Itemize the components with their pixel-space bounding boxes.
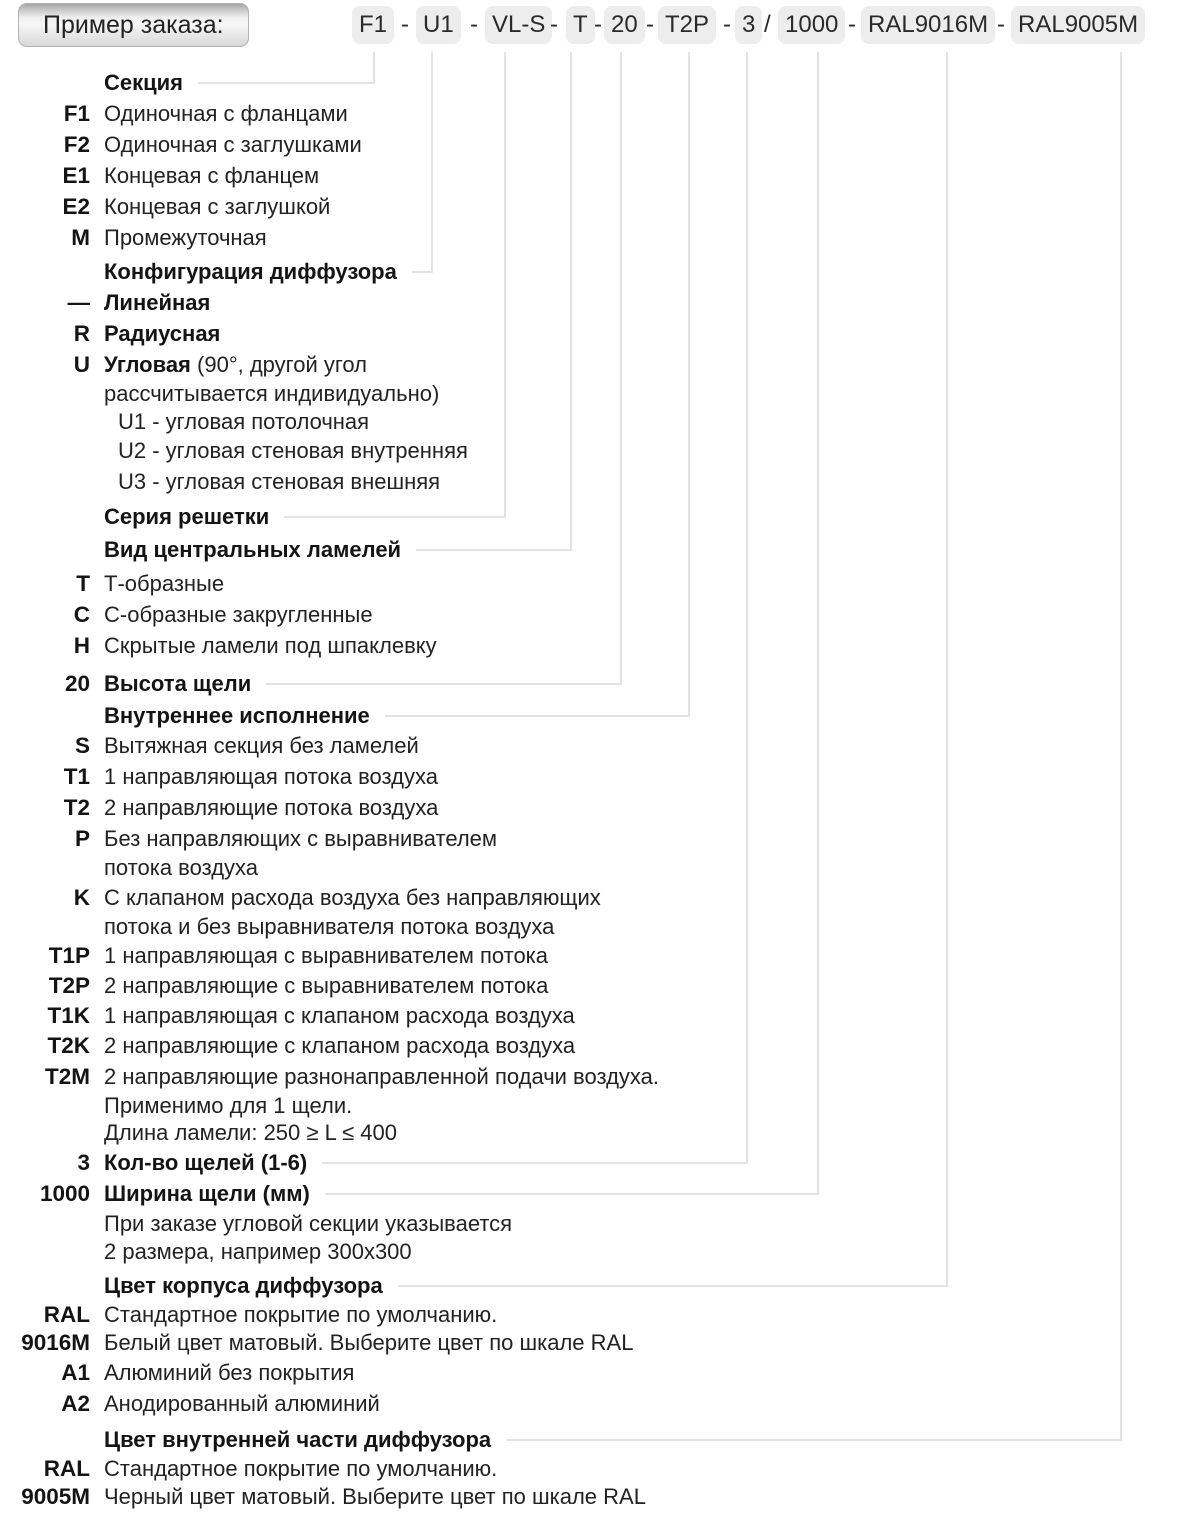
list-item [0, 1238, 1200, 1265]
list-item [0, 349, 1200, 380]
item-label: 2 направляющие потока воздуха [104, 794, 439, 820]
item-label: рассчитывается индивидуально) [104, 381, 440, 406]
list-item [0, 1119, 1200, 1146]
item-label: потока и без выравнивателя потока воздуха [104, 914, 555, 939]
item-text [104, 194, 330, 220]
item-text [104, 290, 210, 316]
item-text [104, 885, 601, 911]
item-text [104, 70, 375, 96]
item-code: 3 [77, 1149, 90, 1175]
item-text [104, 703, 690, 729]
item-label: Алюминий без покрытия [104, 1359, 355, 1385]
item-text [104, 259, 433, 285]
item-code: T1 [63, 763, 90, 789]
item-text [104, 1120, 397, 1146]
legend-section [0, 534, 1200, 565]
item-code: A1 [61, 1359, 90, 1385]
item-code: F1 [63, 100, 90, 126]
connector-vline [504, 52, 506, 518]
item-code: T [76, 570, 90, 596]
list-item [0, 1031, 1200, 1061]
section-header-row [0, 700, 1200, 731]
item-code: E2 [62, 193, 90, 219]
list-item [0, 380, 1200, 408]
legend-section [0, 668, 1200, 699]
legend-section [0, 501, 1200, 532]
section-header-row [0, 534, 1200, 565]
section-title: Кол-во щелей (1-6) [104, 1149, 308, 1175]
item-code: E1 [62, 162, 90, 188]
legend-section [0, 730, 1200, 1146]
list-item [0, 1388, 1200, 1419]
item-text [104, 225, 267, 251]
list-item [0, 287, 1200, 318]
section-title: Серия решетки [104, 503, 270, 529]
section-title: Конфигурация диффузора [104, 258, 397, 284]
order-example-label: Пример заказа: [43, 10, 224, 39]
order-code-separator: - [470, 11, 478, 38]
list-item [0, 971, 1200, 1001]
list-item [0, 318, 1200, 349]
connector-hline [398, 1285, 948, 1287]
item-label: 2 направляющие с выравнивателем потока [104, 973, 549, 998]
item-text [104, 1302, 497, 1328]
item-label: Одиночная с фланцами [104, 100, 348, 126]
list-item [0, 191, 1200, 222]
item-text [104, 1239, 412, 1265]
item-text [104, 571, 224, 597]
list-item [0, 1061, 1200, 1092]
item-text [104, 537, 572, 563]
legend-section [0, 1424, 1200, 1511]
item-label: Анодированный алюминий [104, 1390, 380, 1416]
legend-section [0, 1270, 1200, 1419]
item-text [104, 1211, 512, 1237]
section-title: Цвет корпуса диффузора [104, 1272, 383, 1298]
connector-hline [325, 1193, 819, 1195]
section-header-row [0, 256, 1200, 287]
item-text [104, 973, 548, 999]
item-label: При заказе угловой секции указывается [104, 1211, 513, 1236]
item-text [104, 795, 438, 821]
item-label: (90°, другой угол [190, 351, 367, 377]
item-code: S [74, 732, 90, 758]
item-code: 9005M [21, 1484, 90, 1509]
list-item [0, 1001, 1200, 1031]
order-code-chunk-inner-version: T2P [658, 6, 716, 44]
item-text [104, 321, 220, 347]
connector-hline [284, 516, 506, 518]
item-label: 2 направляющие с клапаном расхода воздуха [104, 1033, 576, 1058]
list-item [0, 599, 1200, 630]
list-item [0, 823, 1200, 854]
item-text [104, 602, 373, 628]
section-title: Высота щели [104, 670, 252, 696]
list-item [0, 408, 1200, 436]
item-label: Стандартное покрытие по умолчанию. [104, 1302, 498, 1327]
item-text [104, 163, 319, 189]
order-code-separator: - [646, 11, 654, 38]
item-label: Промежуточная [104, 224, 267, 250]
item-text [104, 733, 419, 759]
item-label: Скрытые ламели под шпаклевку [104, 632, 437, 658]
connector-hline [385, 715, 690, 717]
order-code-chunk-section: F1 [352, 6, 394, 44]
order-code-separator-slash: / [764, 11, 771, 38]
order-code-separator: - [401, 11, 409, 38]
item-text [104, 943, 548, 969]
item-code: F2 [63, 131, 90, 157]
item-code: 1000 [39, 1181, 90, 1206]
item-label: Концевая с заглушкой [104, 193, 331, 219]
section-header-row [0, 1424, 1200, 1455]
connector-vline [431, 52, 433, 273]
legend-section [0, 700, 1200, 731]
connector-hline [412, 271, 433, 273]
item-code: A2 [61, 1390, 90, 1416]
item-text [104, 438, 468, 464]
item-label: Одиночная с заглушками [104, 131, 362, 157]
item-text [104, 1033, 575, 1059]
item-text [104, 764, 438, 790]
item-text [104, 1150, 748, 1176]
item-code: T1K [47, 1003, 90, 1028]
item-label: Черный цвет матовый. Выберите цвет по шкале RAL [104, 1484, 646, 1509]
order-code-chunk-slot-count: 3 [735, 6, 762, 44]
list-item [0, 1092, 1200, 1119]
list-item [0, 882, 1200, 913]
item-text [104, 1273, 948, 1299]
connector-vline [570, 52, 572, 551]
item-code: P [74, 825, 90, 851]
order-code-chunk-slot-height: 20 [604, 6, 645, 44]
list-item [0, 568, 1200, 599]
connector-vline [746, 52, 748, 1164]
list-item [0, 160, 1200, 191]
item-code: T2P [48, 973, 90, 998]
connector-hline [322, 1162, 748, 1164]
item-text [104, 826, 497, 852]
item-label: 1 направляющая с клапаном расхода воздуха [104, 1003, 575, 1028]
item-code: RAL [43, 1302, 90, 1327]
list-item [0, 792, 1200, 823]
list-item [0, 98, 1200, 129]
list-item [0, 1483, 1200, 1511]
list-item [0, 854, 1200, 882]
item-code: — [67, 289, 90, 315]
item-code: R [73, 320, 90, 346]
order-code-separator: - [997, 11, 1005, 38]
order-example-badge [18, 3, 249, 47]
item-text [104, 633, 437, 659]
list-item [0, 1455, 1200, 1483]
item-code: 20 [64, 670, 90, 696]
item-text [104, 352, 367, 378]
item-text [104, 855, 258, 881]
item-label: U3 - угловая стеновая внешняя [118, 468, 441, 494]
order-code-chunk-series: VL-S [485, 6, 552, 44]
item-text [104, 381, 439, 407]
item-label: Применимо для 1 щели. [104, 1092, 353, 1118]
item-code: T2K [47, 1033, 90, 1058]
item-label: Стандартное покрытие по умолчанию. [104, 1456, 498, 1481]
item-text [104, 1330, 633, 1356]
item-code: K [73, 884, 90, 910]
legend-section [0, 568, 1200, 661]
item-text [104, 1181, 819, 1207]
item-code: T1P [48, 943, 90, 968]
connector-hline [198, 82, 375, 84]
item-label-bold: Угловая [104, 351, 191, 377]
item-label: Т-образные [104, 570, 225, 596]
item-label: U2 - угловая стеновая внутренняя [118, 438, 468, 463]
item-text [104, 914, 554, 940]
section-header-row [0, 67, 1200, 98]
list-item [0, 730, 1200, 761]
item-text [104, 1093, 352, 1119]
order-code-chunk-body-color: RAL9016M [861, 6, 995, 44]
section-title: Вид центральных ламелей [104, 536, 402, 562]
list-item [0, 222, 1200, 253]
section-header-row [0, 1178, 1200, 1210]
legend-section [0, 1147, 1200, 1265]
list-item [0, 630, 1200, 661]
item-text [104, 101, 348, 127]
connector-hline [266, 683, 622, 685]
item-label: 1 направляющая с выравнивателем потока [104, 943, 549, 968]
connector-vline [620, 52, 622, 685]
item-label: Концевая с фланцем [104, 162, 320, 188]
legend-section [0, 256, 1200, 497]
section-header-row [0, 501, 1200, 532]
order-code-chunk-inner-color: RAL9005M [1011, 6, 1145, 44]
item-code: H [73, 632, 90, 658]
item-text [104, 1064, 659, 1090]
order-code-chunk-slot-width: 1000 [778, 6, 845, 44]
item-label: Без направляющих с выравнивателем [104, 825, 498, 851]
item-code: 9016M [21, 1330, 90, 1355]
order-code-separator: - [594, 11, 602, 38]
connector-vline [373, 52, 375, 84]
item-text [104, 1484, 646, 1510]
item-label-bold: Линейная [104, 289, 211, 315]
item-text [104, 1427, 1122, 1453]
connector-vline [688, 52, 690, 717]
item-text [104, 504, 506, 530]
order-code-separator: - [550, 11, 558, 38]
item-label: 1 направляющая потока воздуха [104, 763, 438, 789]
list-item [0, 913, 1200, 941]
item-label-bold: Радиусная [104, 320, 221, 346]
item-text [104, 132, 362, 158]
order-code-chunk-lamella-type: T [566, 6, 595, 44]
section-title: Внутреннее исполнение [104, 702, 370, 728]
section-header-row [0, 668, 1200, 699]
section-header-row [0, 1270, 1200, 1301]
section-header-row [0, 1147, 1200, 1178]
item-text [104, 469, 440, 495]
item-text [104, 409, 369, 435]
connector-hline [416, 549, 572, 551]
item-label: U1 - угловая потолочная [118, 409, 370, 434]
section-title: Секция [104, 69, 184, 95]
list-item [0, 466, 1200, 497]
item-code: U [73, 351, 90, 377]
connector-vline [946, 52, 948, 1287]
list-item [0, 1357, 1200, 1388]
item-label: С-образные закругленные [104, 601, 373, 627]
item-code: T2 [63, 794, 90, 820]
connector-vline [1120, 52, 1122, 1441]
item-label: Вытяжная секция без ламелей [104, 732, 419, 758]
list-item [0, 1210, 1200, 1238]
section-title: Ширина щели (мм) [104, 1181, 310, 1206]
item-text [104, 1456, 497, 1482]
item-text [104, 1003, 575, 1029]
list-item [0, 436, 1200, 466]
item-code: RAL [43, 1456, 90, 1481]
list-item [0, 1301, 1200, 1329]
item-text [104, 671, 622, 697]
list-item [0, 129, 1200, 160]
item-text [104, 1391, 380, 1417]
connector-vline [817, 52, 819, 1195]
item-label: 2 размера, например 300x300 [104, 1238, 412, 1264]
connector-hline [506, 1439, 1122, 1441]
item-label: Длина ламели: 250 ≥ L ≤ 400 [104, 1119, 398, 1145]
item-code: M [71, 224, 90, 250]
list-item [0, 941, 1200, 971]
item-label: С клапаном расхода воздуха без направляющих [104, 884, 601, 910]
item-label: 2 направляющие разнонаправленной подачи воздуха. [104, 1063, 660, 1089]
list-item [0, 1329, 1200, 1357]
legend-section [0, 67, 1200, 253]
item-code: T2M [45, 1063, 90, 1089]
item-label: Белый цвет матовый. Выберите цвет по шкале RAL [104, 1330, 634, 1355]
item-label: потока воздуха [104, 855, 259, 880]
order-code-chunk-configuration: U1 [416, 6, 461, 44]
order-code-separator: - [723, 11, 731, 38]
list-item [0, 761, 1200, 792]
section-title: Цвет внутренней части диффузора [104, 1426, 492, 1452]
item-code: C [73, 601, 90, 627]
order-code-separator: - [848, 11, 856, 38]
item-text [104, 1360, 354, 1386]
